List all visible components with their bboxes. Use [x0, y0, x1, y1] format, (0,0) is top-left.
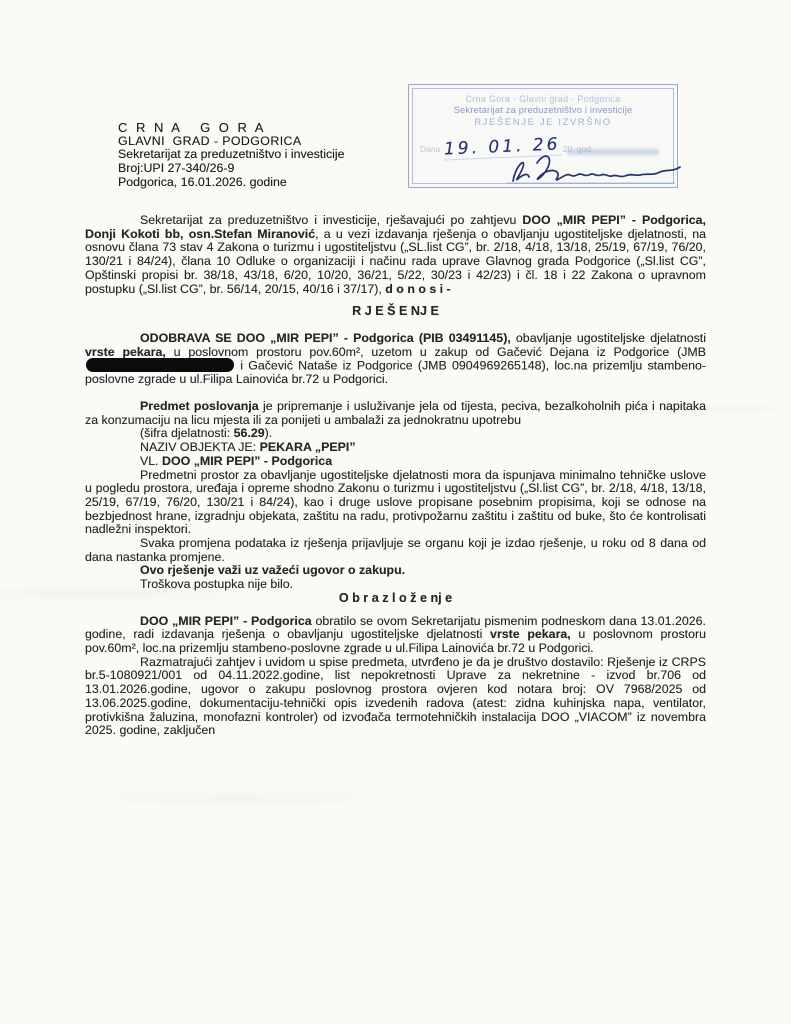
letterhead-country: C R N A G O R A	[118, 120, 266, 135]
stamp-org-line1: Crna Gora - Glavni grad - Podgorica	[465, 94, 621, 104]
letterhead	[118, 121, 345, 190]
costs-line: Troškova postupka nije bilo.	[140, 577, 294, 592]
activity-type: vrste pekara,	[85, 344, 166, 359]
facility-name: PEKARA „PEPI”	[259, 440, 356, 455]
change-notification-paragraph: Svaka promjena podataka iz rješenja prijavljuje se organu koji je izdao rješenje, u roku od 8 dana od dana nastanka promjene.	[85, 536, 706, 564]
activity-code-line: (šifra djelatnosti: 56.29).	[140, 426, 273, 441]
applicant-name: DOO „MIR PEPI” - Podgorica, Donji Kokoti bb, osn.Stefan Miranović	[85, 213, 706, 241]
business-scope-paragraph: Predmet poslovanja je pripremanje i usluživanje jela od tijesta, peciva, bezalkoholnih pića i napitaka za konzumaciju na licu mjesta ili za ponijeti u ambalaži za jednokratnu upotrebu	[85, 399, 706, 427]
letterhead-place-date: Podgorica, 16.01.2026. godine	[118, 174, 287, 189]
facility-name-line: NAZIV OBJEKTA JE: PEKARA „PEPI”	[140, 440, 356, 455]
redaction-box	[86, 358, 234, 372]
approval-lead: ODOBRAVA SE DOO „MIR PEPI” - Podgorica (PIB 03491145),	[140, 330, 511, 345]
stamp-inner-border	[412, 88, 674, 184]
approval-paragraph: ODOBRAVA SE DOO „MIR PEPI” - Podgorica (PIB 03491145), obavljanje ugostiteljske djelatnosti vrste pekara, u poslovnom prostoru pov.60m², uzetom u zakup od Gačević Dejana iz Podgorice (JMB i Gačević Nataše iz Podgorice (JMB 0904969265148), loc.na prizemlju stambeno-poslovne zgrade u ul.Filipa Lainovića br.72 u Podgorici.	[85, 330, 706, 387]
stamp-status-line: RJEŠENJE JE IZVRŠNO	[474, 117, 612, 128]
activity-code: 56.29	[233, 426, 265, 441]
document-body	[85, 214, 706, 738]
lease-validity-line: Ovo rješenje važi uz važeći ugovor o zakupu.	[140, 563, 406, 578]
intro-text: Sekretarijat za preduzetništvo i investicije, rješavajući po zahtjevu	[140, 213, 523, 227]
section-title-rjesenje: R J E Š E NJ E	[352, 304, 439, 319]
stamp-handwritten-date: 19. 01. 26	[443, 134, 562, 160]
section-title-obrazlozenje: O b r a z l o ž e nj e	[338, 590, 453, 605]
stamp-year-hint: 20	[562, 144, 573, 154]
stamp-signature-area	[499, 143, 689, 195]
intro-paragraph	[85, 214, 706, 296]
letterhead-city: GLAVNI GRAD - PODGORICA	[118, 133, 302, 148]
letterhead-department: Sekretarijat za preduzetništvo i investicije	[118, 147, 345, 162]
letterhead-case-number: Broj:UPI 27-340/26-9	[118, 161, 235, 176]
technical-conditions-paragraph: Predmetni prostor za obavljanje ugostiteljske djelatnosti mora da ispunjava minimalno tehničke uslove u pogledu prostora, uređaja i opreme shodno Zakonu o turizmu i ugostiteljstvu („Sl.list CG”, br. 2/18, 4/18, 13/18, 25/19, 67/19, 76/20, 130/21 i 84/24), kao i druge uslove propisane posebnim propisima, koji se odnose na bezbjednost hrane, izgradnju objekata, zaštitu na radu, protivpožarnu zaštitu i zaštitu od buke, što će kontrolisati nadležni inspektori.	[85, 467, 706, 537]
owner-name: DOO „MIR PEPI” - Podgorica	[162, 453, 333, 468]
stamp-org-line2: Sekretarijat za preduzetništvo i investicije	[453, 105, 633, 115]
executed-decision-stamp	[408, 84, 678, 188]
scope-lead: Predmet poslovanja	[140, 399, 259, 414]
stamp-year-suffix: god.	[576, 144, 594, 154]
review-paragraph: Razmatrajući zahtjev i uvidom u spise predmeta, utvrđeno je da je društvo dostavilo: Rješenje iz CRPS br.5-1080921/001 od 04.11.2022.godine, list nepokretnosti Uprave za nekretnine - izvod br.706 od 13.01.2026.godine, ugovor o zakupu poslovnog prostora ovjeren kod notara broj: OV 7968/2025 od 13.06.2025.godine, dokumentaciju-tehnički opis izvedenih radova (atest: zidna kuhinjska napa, ventilator, protivkišna žaluzina, monofazni kontroler) od izvođača termotehničkih instalacija DOO „VIACOM” iz novembra 2025. godine, zaključen	[85, 654, 706, 738]
company-name: DOO „MIR PEPI” - Podgorica	[140, 613, 312, 628]
intro-legal-basis: , a u vezi izdavanja rješenja o obavljanju ugostiteljske djelatnosti, na osnovu člana 73 stav 4 Zakona o turizmu i ugostiteljstvu („SL.list CG”, br. 2/18, 4/18, 13/18, 25/19, 67/19, 76/20, 130/21 i 84/24), člana 10 Odluke o organizaciji i načinu rada uprave Glavnog grada Podgorice („Sl.list CG”, Opštinski propisi br. 38/18, 43/18, 6/20, 10/20, 36/21, 5/22, 30/23 i 42/23) i čl. 18 i 22 Zakona o upravnom postupku („Sl.list CG”, br. 56/14, 20/15, 40/16 i 37/17),	[85, 226, 707, 296]
owner-line: VL. DOO „MIR PEPI” - Podgorica	[140, 453, 333, 468]
request-paragraph: DOO „MIR PEPI” - Podgorica obratilo se ovom Sekretarijatu pismenim podneskom dana 13.01.2026. godine, radi izdavanja rješenja o obavljanju ugostiteljske djelatnosti vrste pekara, u poslovnom prostoru pov.60m², loc.na prizemlju stambeno-poslovne zgrade u ul.Filipa Lainovića br.72 u Podgorici.	[85, 613, 706, 655]
stamp-signatory-label-faded	[567, 149, 659, 155]
stamp-date-label: Dana	[420, 144, 441, 154]
activity-type-2: vrste pekara,	[490, 627, 571, 642]
donosi-text: d o n o s i -	[385, 281, 451, 296]
